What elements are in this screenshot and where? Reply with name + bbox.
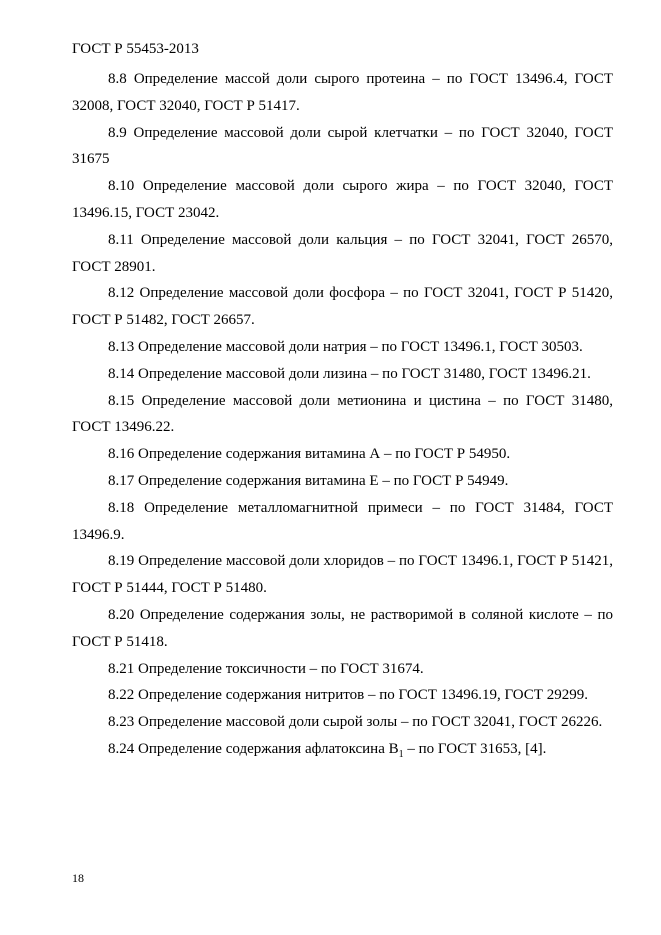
clause-8-10: 8.10 Определение массовой доли сырого жира – по ГОСТ 32040, ГОСТ 13496.15, ГОСТ 23042. <box>72 178 613 221</box>
clause-8-15: 8.15 Определение массовой доли метионина и цистина – по ГОСТ 31480, ГОСТ 13496.22. <box>72 392 613 436</box>
document-body <box>72 66 613 769</box>
page-number: 18 <box>72 871 84 885</box>
clause-8-14: 8.14 Определение массовой доли лизина – по ГОСТ 31480, ГОСТ 13496.21. <box>108 365 591 382</box>
clause-8-24 <box>72 736 613 769</box>
clause-8-13: 8.13 Определение массовой доли натрия – по ГОСТ 13496.1, ГОСТ 30503. <box>108 338 583 355</box>
clause-8-22: 8.22 Определение содержания нитритов – по ГОСТ 13496.19, ГОСТ 29299. <box>108 687 588 704</box>
clause-8-23: 8.23 Определение массовой доли сырой золы – по ГОСТ 32041, ГОСТ 26226. <box>108 714 603 731</box>
clause-8-8: 8.8 Определение массой доли сырого протеина – по ГОСТ 13496.4, ГОСТ 32008, ГОСТ 32040, ГОСТ Р 51417. <box>72 71 613 114</box>
clause-8-24-subscript: 1 <box>398 748 404 760</box>
clause-8-19: 8.19 Определение массовой доли хлоридов – по ГОСТ 13496.1, ГОСТ Р 51421, ГОСТ Р 51444, ГОСТ Р 51480. <box>72 553 613 597</box>
clause-8-9: 8.9 Определение массовой доли сырой клетчатки – по ГОСТ 32040, ГОСТ 31675 <box>72 124 613 168</box>
clause-8-20: 8.20 Определение содержания золы, не растворимой в соляной кислоте – по ГОСТ Р 51418. <box>72 606 613 650</box>
clause-8-11: 8.11 Определение массовой доли кальция – по ГОСТ 32041, ГОСТ 26570, ГОСТ 28901. <box>72 231 613 275</box>
clause-8-24-refs: – по ГОСТ 31653, [4]. <box>403 740 547 757</box>
clause-8-17: 8.17 Определение содержания витамина Е – по ГОСТ Р 54949. <box>108 472 509 489</box>
document-header: ГОСТ Р 55453-2013 <box>72 41 199 57</box>
clause-8-18: 8.18 Определение металломагнитной примеси – по ГОСТ 31484, ГОСТ 13496.9. <box>72 499 613 543</box>
clause-8-16: 8.16 Определение содержания витамина А – по ГОСТ Р 54950. <box>108 446 511 463</box>
clause-8-12: 8.12 Определение массовой доли фосфора – по ГОСТ 32041, ГОСТ Р 51420, ГОСТ Р 51482, ГОСТ 26657. <box>72 285 613 329</box>
clause-8-21: 8.21 Определение токсичности – по ГОСТ 31674. <box>108 660 424 677</box>
clause-8-24-text: 8.24 Определение содержания афлатоксина B <box>108 740 399 757</box>
